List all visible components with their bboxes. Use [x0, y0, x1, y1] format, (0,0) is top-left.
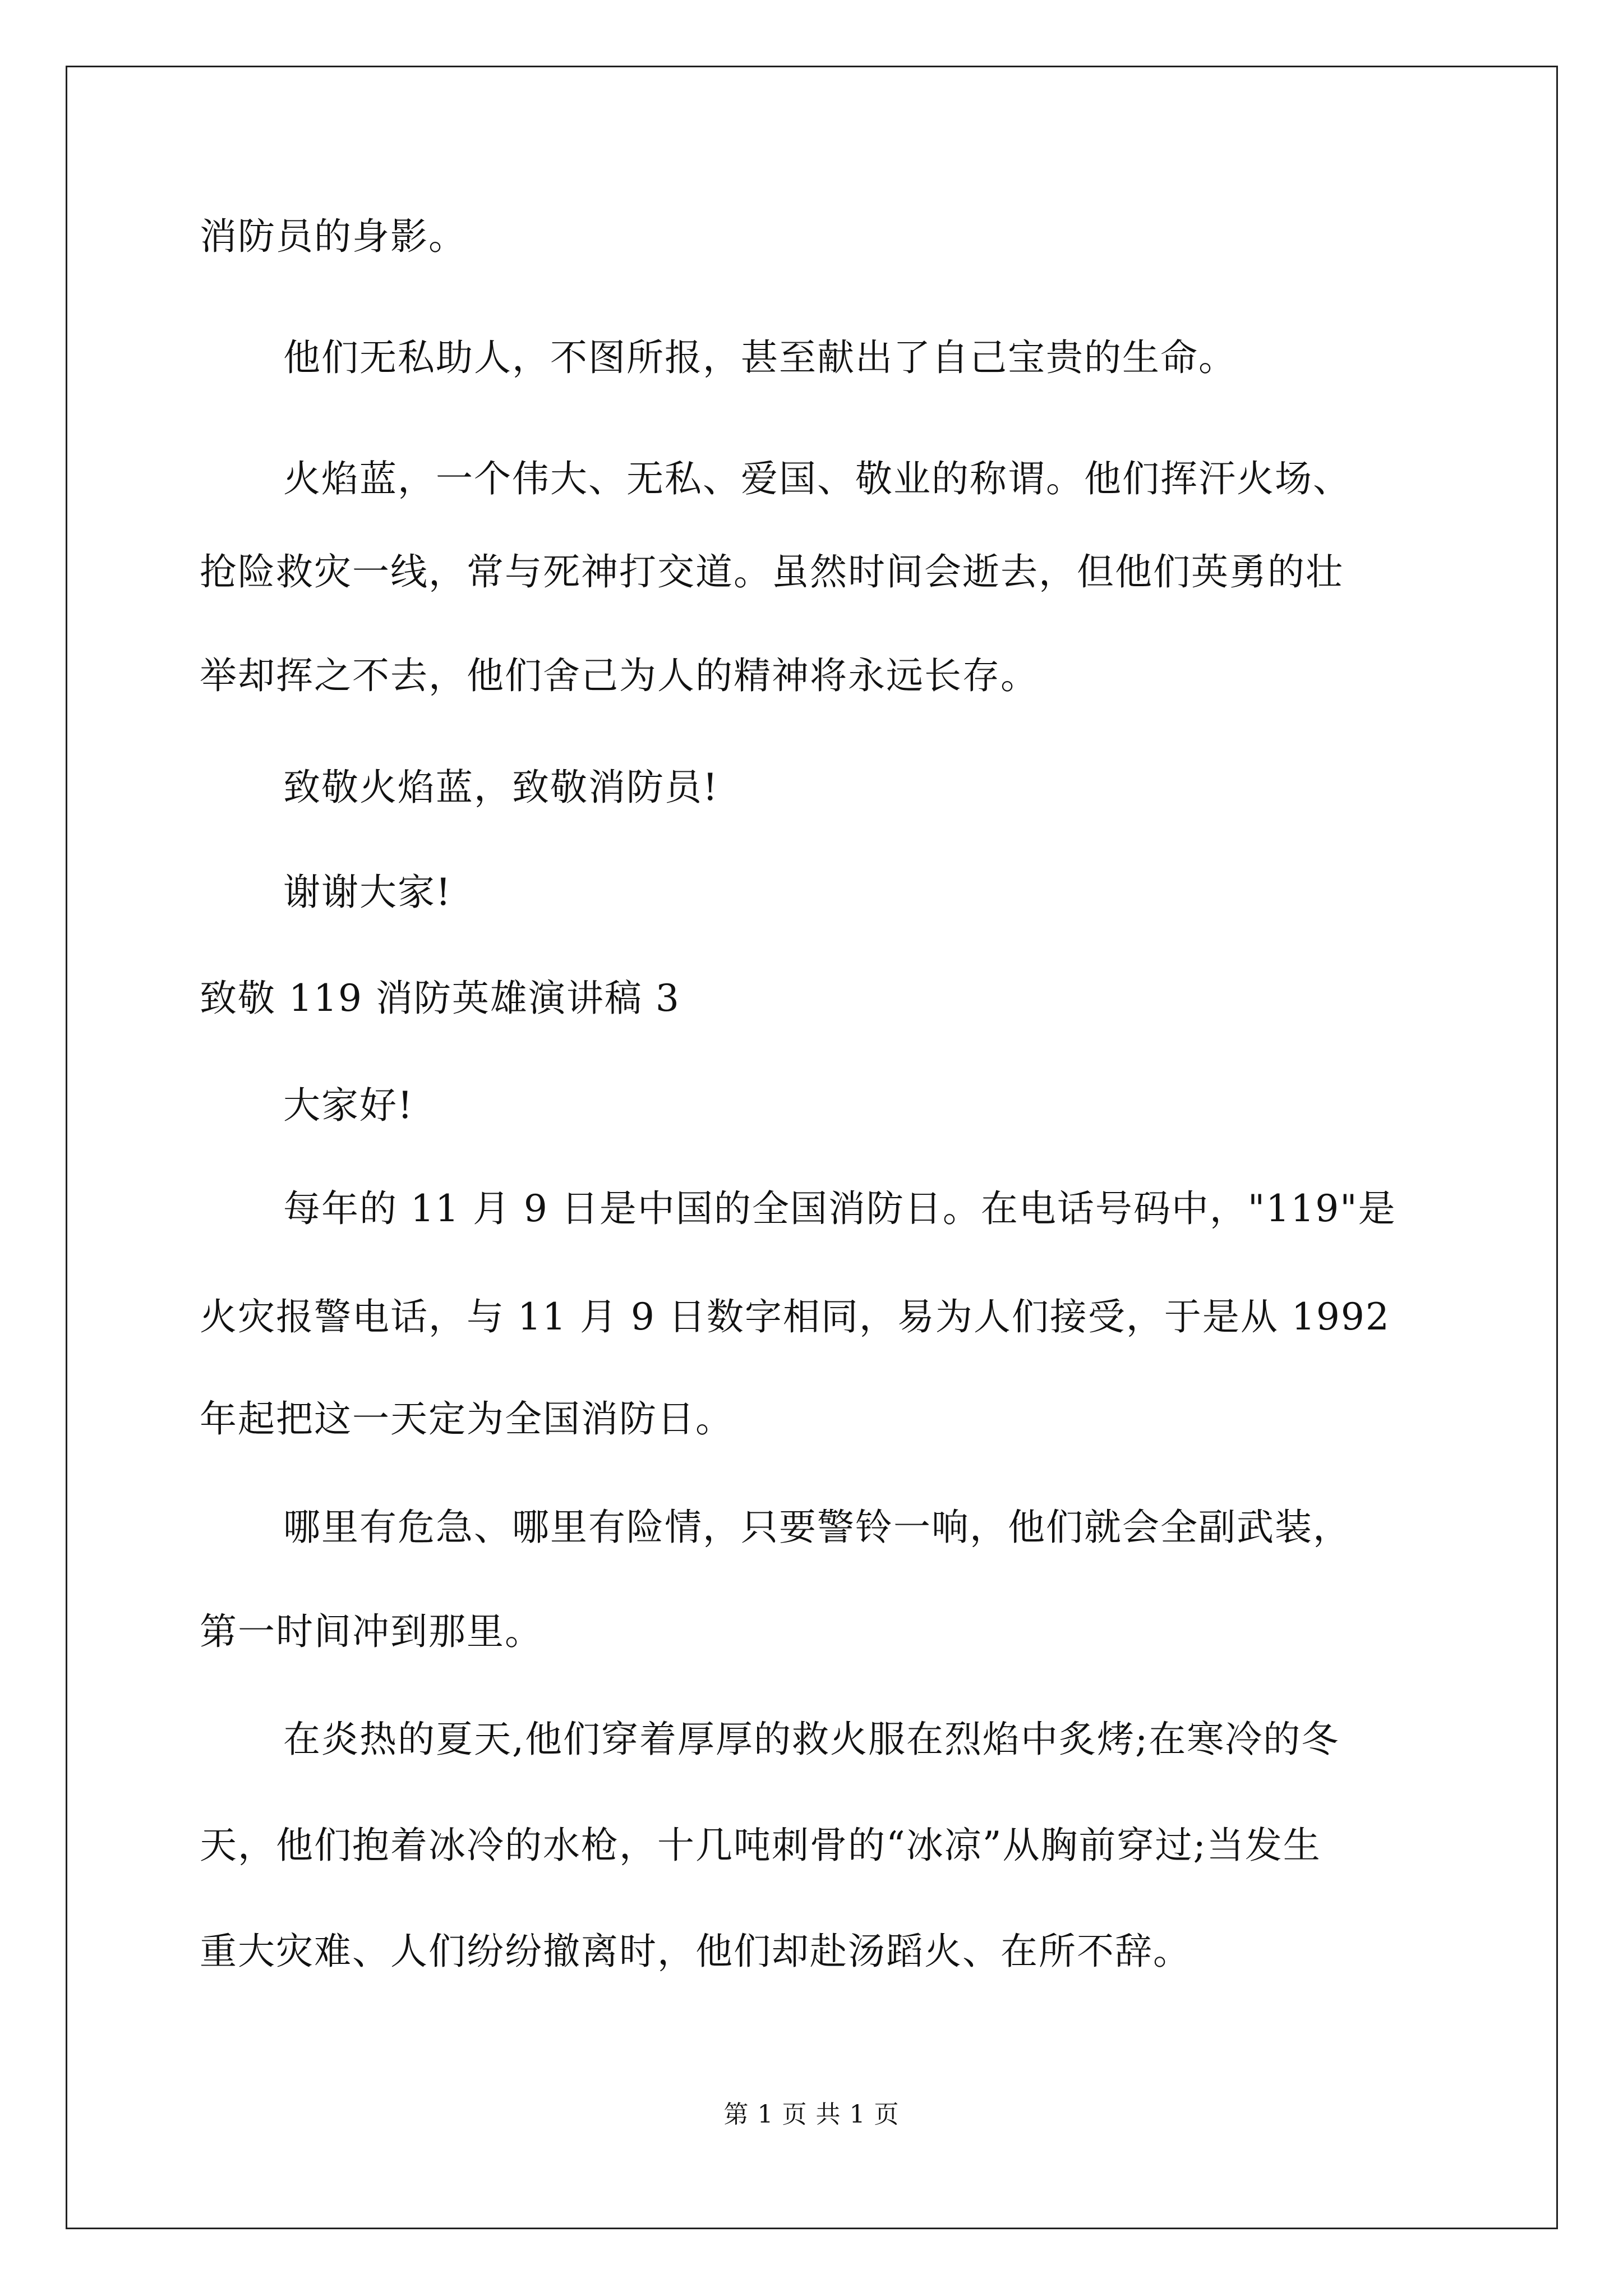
paragraph-line: 谢谢大家! [283, 871, 452, 914]
paragraph-line: 消防员的身影。 [200, 215, 467, 258]
paragraph-line: 第一时间冲到那里。 [200, 1610, 543, 1653]
paragraph-line: 哪里有危急、哪里有险情，只要警铃一响，他们就会全副武装， [283, 1506, 1351, 1549]
paragraph-line: 致敬火焰蓝，致敬消防员! [283, 766, 719, 809]
paragraph-line: 天，他们抱着冰冷的水枪，十几吨刺骨的“冰凉”从胸前穿过;当发生 [200, 1824, 1321, 1867]
paragraph-line: 举却挥之不去，他们舍己为人的精神将永远长存。 [200, 654, 1039, 697]
page-footer: 第 1 页 共 1 页 [723, 2100, 900, 2129]
paragraph-line: 抢险救灾一线，常与死神打交道。虽然时间会逝去，但他们英勇的壮 [200, 550, 1344, 593]
paragraph-line: 大家好! [283, 1084, 414, 1127]
paragraph-line: 他们无私助人，不图所报，甚至献出了自己宝贵的生命。 [283, 336, 1237, 379]
section-heading: 致敬 119 消防英雄演讲稿 3 [200, 977, 680, 1020]
paragraph-line: 在炎热的夏天,他们穿着厚厚的救火服在烈焰中炙烤;在寒冷的冬 [283, 1718, 1340, 1761]
paragraph-line: 年起把这一天定为全国消防日。 [200, 1397, 734, 1441]
paragraph-line: 重大灾难、人们纷纷撤离时，他们却赴汤蹈火、在所不辞。 [200, 1930, 1191, 1973]
paragraph-line: 火焰蓝，一个伟大、无私、爱国、敬业的称谓。他们挥汗火场、 [283, 457, 1351, 500]
paragraph-line: 每年的 11 月 9 日是中国的全国消防日。在电话号码中，"119"是 [283, 1187, 1396, 1230]
page-border [66, 66, 1558, 2229]
paragraph-line: 火灾报警电话，与 11 月 9 日数字相同，易为人们接受，于是从 1992 [200, 1295, 1390, 1338]
